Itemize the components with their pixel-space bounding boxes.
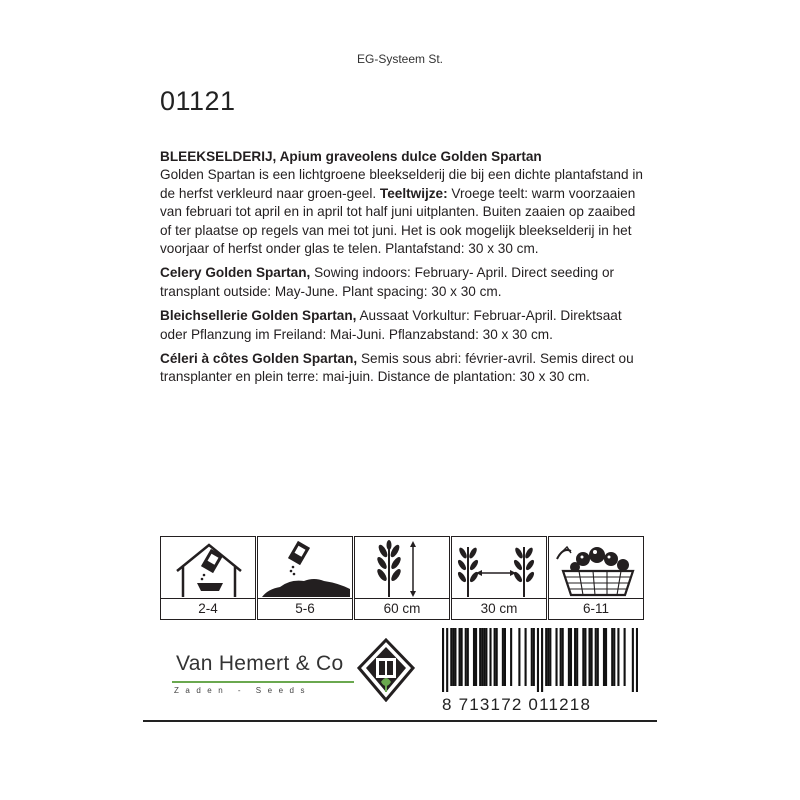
- barcode-bar: [454, 628, 456, 686]
- barcode-bar: [582, 628, 584, 686]
- description-en: [160, 264, 650, 301]
- barcode: [442, 628, 638, 697]
- barcode-bar: [588, 628, 590, 686]
- barcode-bar: [595, 628, 597, 686]
- barcode-bar: [465, 628, 467, 686]
- description-block: [160, 148, 650, 393]
- barcode-bar: [459, 628, 461, 686]
- title-en: Celery Golden Spartan,: [160, 265, 311, 281]
- barcode-digits: 8 713172 011218: [442, 695, 592, 714]
- text-de: Aussaat Vorkultur: Februar-April. Direktsaat oder Pflanzung im Freiland: Mai-Juni. Pflanzabstand: 30 x 30 cm.: [160, 308, 622, 342]
- brand-tagline: Zaden - Seeds: [174, 686, 311, 695]
- barcode-bar: [555, 628, 557, 686]
- barcode-bar: [485, 628, 487, 686]
- barcode-bar: [483, 628, 485, 686]
- icon-label-indoor-sowing: 2-4: [160, 598, 256, 620]
- barcode-bar: [632, 628, 634, 692]
- barcode-bar: [611, 628, 613, 686]
- barcode-bar: [617, 628, 619, 686]
- barcode-bar: [547, 628, 549, 686]
- barcode-bar: [473, 628, 475, 686]
- icon-cell-harvest: [548, 536, 644, 620]
- barcode-bar: [591, 628, 593, 686]
- brand-underline: [172, 681, 354, 683]
- barcode-bar: [481, 628, 483, 686]
- text-en: Sowing indoors: February- April. Direct seeding or transplant outside: May-June. Plant spacing: 30 x 30 cm.: [160, 265, 615, 299]
- barcode-bar: [452, 628, 454, 686]
- barcode-bar: [531, 628, 533, 686]
- barcode-bar: [597, 628, 599, 686]
- barcode-bar: [562, 628, 564, 686]
- text-fr: Semis sous abri: février-avril. Semis direct ou transplanter en plein terre: mai-juin. Distance de plantation: 30 x 30 cm.: [160, 351, 634, 385]
- company-logo-icon: [357, 638, 415, 707]
- icon-label-plant-spacing: 30 cm: [451, 598, 547, 620]
- description-nl: [160, 148, 650, 258]
- cultivation-label: Teeltwijze:: [379, 185, 448, 201]
- eg-system-note: EG-Systeem St.: [356, 52, 444, 66]
- barcode-bar: [461, 628, 463, 686]
- icon-cell-plant-height: [354, 536, 450, 620]
- barcode-bar: [510, 628, 512, 686]
- barcode-bar: [636, 628, 638, 692]
- barcode-bar: [504, 628, 506, 686]
- text-nl-2: Vroege teelt: warm voorzaaien van februari tot april en in april tot half juni uitplanten. Buiten zaaien op zaaibed of ter plaatse op regels van mei tot juni. Het is ook mogelijk bleekselderij in het voorjaar of herfst onder glas te telen. Plantafstand: 30 x 30 cm.: [160, 185, 636, 257]
- barcode-bar: [489, 628, 491, 686]
- barcode-bar: [541, 628, 543, 692]
- article-code: 01121: [160, 86, 236, 116]
- barcode-bar: [446, 628, 448, 692]
- barcode-bar: [494, 628, 496, 686]
- icon-cell-outdoor-sowing: [257, 536, 353, 620]
- barcode-bar: [576, 628, 578, 686]
- title-nl: BLEEKSELDERIJ, Apium graveolens dulce Golden Spartan: [160, 149, 542, 164]
- icon-label-plant-height: 60 cm: [354, 598, 450, 620]
- indoor-sowing-icon: [160, 536, 256, 598]
- barcode-bar: [467, 628, 469, 686]
- barcode-bar: [584, 628, 586, 686]
- barcode-bar: [568, 628, 570, 686]
- description-fr: [160, 350, 650, 387]
- barcode-bar: [502, 628, 504, 686]
- text-nl-1: Golden Spartan is een lichtgroene bleekselderij die bij een dichte plantafstand in de herfst verkleurd naar groen-geel.: [160, 167, 643, 201]
- barcode-bar: [525, 628, 527, 686]
- barcode-bar: [624, 628, 626, 686]
- icon-cell-indoor-sowing: [160, 536, 256, 620]
- barcode-bar: [605, 628, 607, 686]
- barcode-bar: [570, 628, 572, 686]
- barcode-bar: [479, 628, 481, 686]
- barcode-bar: [450, 628, 452, 686]
- barcode-bar: [537, 628, 539, 692]
- icon-cell-plant-spacing: [451, 536, 547, 620]
- barcode-bar: [442, 628, 444, 692]
- barcode-bar: [613, 628, 615, 686]
- barcode-bar: [518, 628, 520, 686]
- barcode-bar: [574, 628, 576, 686]
- barcode-bar: [603, 628, 605, 686]
- icon-label-harvest: 6-11: [548, 598, 644, 620]
- harvest-basket-icon: [548, 536, 644, 598]
- brand-name: Van Hemert & Co: [176, 652, 344, 675]
- barcode-bar: [496, 628, 498, 686]
- plant-height-icon: [354, 536, 450, 598]
- barcode-bar: [545, 628, 547, 686]
- barcode-bar: [533, 628, 535, 686]
- barcode-bar: [549, 628, 551, 686]
- cultivation-icons: [160, 536, 645, 620]
- plant-spacing-icon: [451, 536, 547, 598]
- barcode-bar: [475, 628, 477, 686]
- icon-label-outdoor-sowing: 5-6: [257, 598, 353, 620]
- outdoor-sowing-icon: [257, 536, 353, 598]
- title-de: Bleichsellerie Golden Spartan,: [160, 308, 357, 324]
- barcode-bar: [560, 628, 562, 686]
- title-fr: Céleri à côtes Golden Spartan,: [160, 351, 358, 367]
- bottom-divider: [143, 720, 657, 722]
- description-de: [160, 307, 650, 344]
